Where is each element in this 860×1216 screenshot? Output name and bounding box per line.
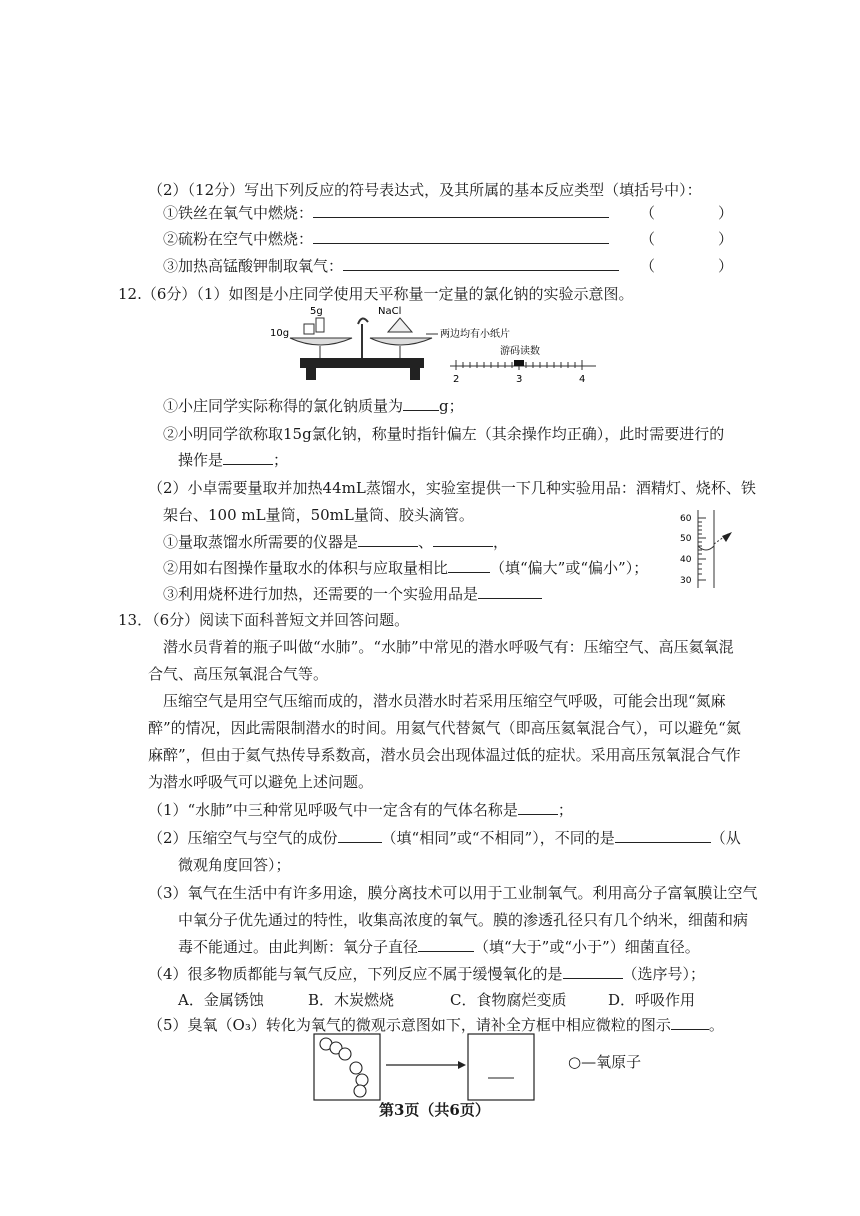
q12-part2-line1: （2）小卓需要量取并加热44mL蒸馏水，实验室提供一下几种实验用品：酒精灯、烧杯、铁: [148, 479, 756, 497]
answer-blank[interactable]: [615, 828, 711, 843]
q12-sub1-b-line2: 操作是 ；: [178, 451, 289, 469]
q13-para2-line3: 麻醉”，但由于氦气热传导系数高，潜水员会出现体温过低的症状。采用高压氖氧混合气作: [148, 746, 741, 764]
paren-open: （: [640, 204, 656, 222]
oxygen-atom-legend: ○—氧原子: [568, 1053, 642, 1071]
q13-para2-line2: 醉”的情况，因此需限制潜水的时间。用氦气代替氮气（即高压氦氧混合气），可以避免“氮: [148, 719, 741, 737]
answer-blank[interactable]: [563, 964, 623, 979]
scale-tick-label: 4: [579, 374, 586, 385]
q12-sub1-a: ①小庄同学实际称得的氯化钠质量为 g；: [163, 397, 464, 415]
q12-part2-line2: 架台、100 mL量筒，50mL量筒、胶头滴管。: [163, 506, 474, 524]
weight-small-label: 5g: [310, 306, 323, 317]
scale-tick-label: 3: [516, 374, 523, 385]
q13-s3-line2: 中氧分子优先通过的特性，收集高浓度的氧气。膜的渗透孔径只有几个纳米，细菌和病: [178, 911, 749, 929]
answer-blank[interactable]: [433, 532, 493, 547]
cylinder-tick-label: 40: [680, 555, 692, 565]
balance-beam: [300, 358, 424, 368]
q11-2-item-1: ①铁丝在氧气中燃烧：: [163, 203, 609, 223]
meniscus: [698, 546, 714, 550]
paren-close: ）: [718, 204, 734, 222]
q11-2-item-3: ③加热高锰酸钾制取氧气：: [163, 256, 619, 276]
nacl-pile: [388, 318, 412, 332]
q13-option-c[interactable]: C．食物腐烂变质: [450, 991, 567, 1009]
paren-open: （: [640, 257, 656, 275]
q13-s2-line2: 微观角度回答）；: [178, 856, 291, 874]
q13-para2-line1: 压缩空气是用空气压缩而成的，潜水员潜水时若采用压缩空气呼吸，可能会出现“氮麻: [163, 692, 726, 710]
q13-option-b[interactable]: B．木炭燃烧: [308, 991, 395, 1009]
q13-option-a[interactable]: A．金属锈蚀: [178, 991, 264, 1009]
q13-s1: （1）“水肺”中三种常见呼吸气中一定含有的气体名称是 ；: [148, 801, 573, 819]
q13-s5: （5）臭氧（O₃）转化为氧气的微观示意图如下，请补全方框中相应微粒的图示 。: [148, 1016, 724, 1034]
q12-header: 12.（6分）（1）如图是小庄同学使用天平称量一定量的氯化钠的实验示意图。: [118, 285, 634, 303]
q12-sub1-b-line1: ②小明同学欲称取15g氯化钠，称量时指针偏左（其余操作均正确），此时需要进行的: [163, 425, 725, 443]
scale-tick-label: 2: [453, 374, 460, 385]
balance-figure: [270, 302, 610, 386]
q12-part2-a: ①量取蒸馏水所需要的仪器是 、 ，: [163, 533, 509, 551]
answer-blank[interactable]: [403, 396, 439, 411]
q11-2-header: （2）（12分）写出下列反应的符号表达式，及其所属的基本反应类型（填括号中）：: [148, 181, 702, 199]
cylinder-tick-label: 60: [680, 514, 692, 524]
answer-blank[interactable]: [313, 229, 609, 244]
q13-para1-line2: 合气、高压氖氧混合气等。: [148, 665, 329, 683]
ozone-molecules: [320, 1038, 368, 1097]
answer-blank[interactable]: [343, 256, 619, 271]
left-pan: [290, 338, 352, 345]
q13-s4: （4）很多物质都能与氧气反应，下列反应不属于缓慢氧化的是 （选序号）；: [148, 965, 706, 983]
page-footer: 第3页（共6页）: [379, 1101, 490, 1119]
answer-blank[interactable]: [338, 828, 382, 843]
weight-block: [304, 324, 314, 334]
cylinder-tick-label: 30: [680, 576, 692, 586]
answer-blank[interactable]: [448, 558, 490, 573]
answer-blank[interactable]: [518, 800, 558, 815]
answer-blank[interactable]: [671, 1015, 709, 1030]
graduated-cylinder-figure: [672, 506, 738, 590]
rider-label: 游码读数: [500, 346, 540, 357]
q12-part2-b: ②用如右图操作量取水的体积与应取量相比 （填“偏大”或“偏小”）；: [163, 559, 649, 577]
q11-2-item-2: ②硫粉在空气中燃烧：: [163, 229, 609, 249]
weight-block: [316, 318, 324, 332]
q13-s3-line3: 毒不能通过。由此判断：氧分子直径 （填“大于”或“小于”）细菌直径。: [178, 938, 700, 956]
q13-option-d[interactable]: D．呼吸作用: [608, 991, 696, 1009]
answer-blank[interactable]: [313, 203, 609, 218]
q12-part2-c: ③利用烧杯进行加热，还需要的一个实验用品是: [163, 584, 542, 604]
rider: [514, 360, 524, 366]
cylinder-tick-label: 50: [680, 534, 692, 544]
paren-close: ）: [718, 257, 734, 275]
eye-icon: [722, 532, 732, 542]
weight-big-label: 10g: [270, 328, 290, 339]
paren-close: ）: [718, 230, 734, 248]
answer-blank[interactable]: [358, 532, 418, 547]
answer-blank[interactable]: [418, 937, 474, 952]
q13-para1-line1: 潜水员背着的瓶子叫做“水肺”。“水肺”中常见的潜水呼吸气有：压缩空气、高压氦氧混: [163, 638, 734, 656]
q13-para2-line4: 为潜水呼吸气可以避免上述问题。: [148, 773, 374, 791]
right-pan: [370, 338, 432, 345]
q13-s3-line1: （3）氧气在生活中有许多用途，膜分离技术可以用于工业制氧气。利用高分子富氧膜让空气: [148, 884, 758, 902]
balance-pointer: [358, 318, 368, 324]
q13-header: 13．（6分）阅读下面科普短文并回答问题。: [118, 611, 410, 629]
q13-s2-line1: （2）压缩空气与空气的成份 （填“相同”或“不相同”），不同的是 （从: [148, 829, 741, 847]
paren-open: （: [640, 230, 656, 248]
answer-box[interactable]: [468, 1034, 534, 1100]
answer-blank[interactable]: [223, 450, 273, 465]
answer-blank[interactable]: [478, 584, 542, 599]
paper-note: 两边均有小纸片: [440, 329, 510, 340]
nacl-label: NaCl: [378, 306, 402, 317]
